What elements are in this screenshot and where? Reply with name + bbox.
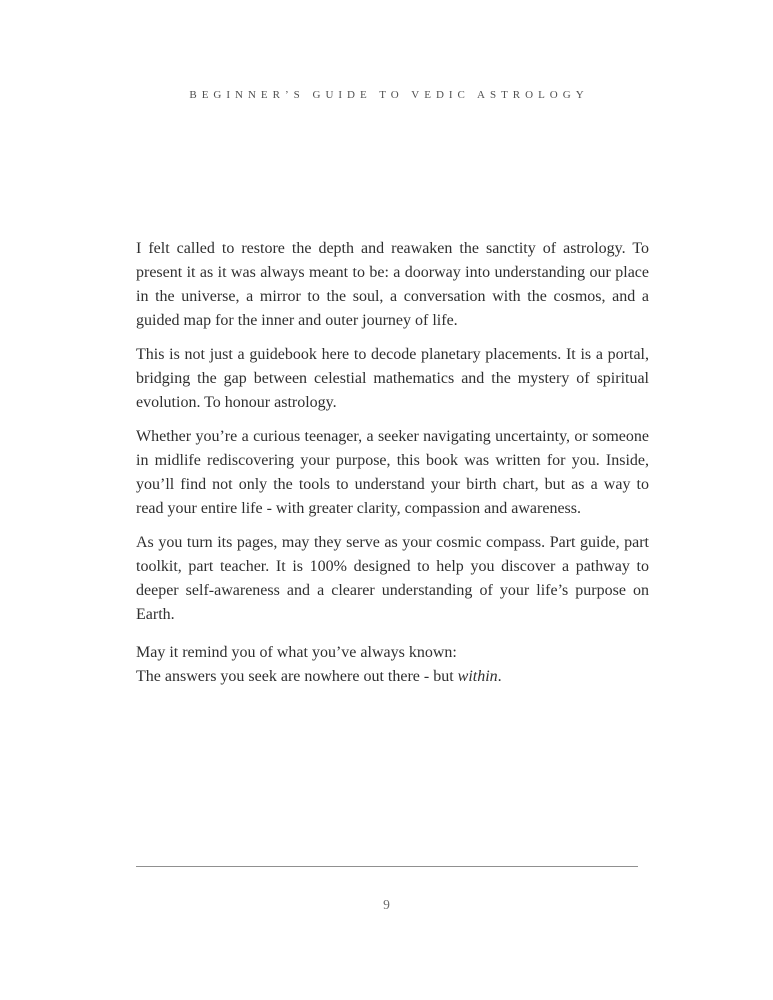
footer-rule — [136, 866, 638, 867]
closing-line-1: May it remind you of what you’ve always known: — [136, 644, 457, 661]
paragraph-3: Whether you’re a curious teenager, a seeker navigating uncertainty, or someone in midlife rediscovering your purpose, this book was written for you. Inside, you’ll find not only the tools to understand your birth chart, but as a way to read your entire life - with greater clarity, compassion and awareness. — [136, 428, 649, 517]
paragraph-1: I felt called to restore the depth and reawaken the sanctity of astrology. To present it as it was always meant to be: a doorway into understanding our place in the universe, a mirror to the soul, a conversation with the cosmos, and a guided map for the inner and outer journey of life. — [136, 240, 649, 329]
paragraph-4: As you turn its pages, may they serve as your cosmic compass. Part guide, part toolkit, part teacher. It is 100% designed to help you discover a pathway to deeper self-awareness and a clearer understanding of your life’s purpose on Earth. — [136, 534, 649, 623]
closing-line-2-suffix: . — [497, 668, 502, 685]
closing-line-2-prefix: The answers you seek are nowhere out there - but — [136, 668, 458, 685]
running-header: BEGINNER’S GUIDE TO VEDIC ASTROLOGY — [189, 89, 589, 101]
closing-italic-word: within — [457, 668, 498, 685]
page-body — [136, 237, 649, 699]
paragraph-closing — [136, 641, 649, 689]
paragraph-2: This is not just a guidebook here to decode planetary placements. It is a portal, bridging the gap between celestial mathematics and the mystery of spiritual evolution. To honour astrology. — [136, 346, 649, 411]
page-number: 9 — [383, 897, 390, 912]
